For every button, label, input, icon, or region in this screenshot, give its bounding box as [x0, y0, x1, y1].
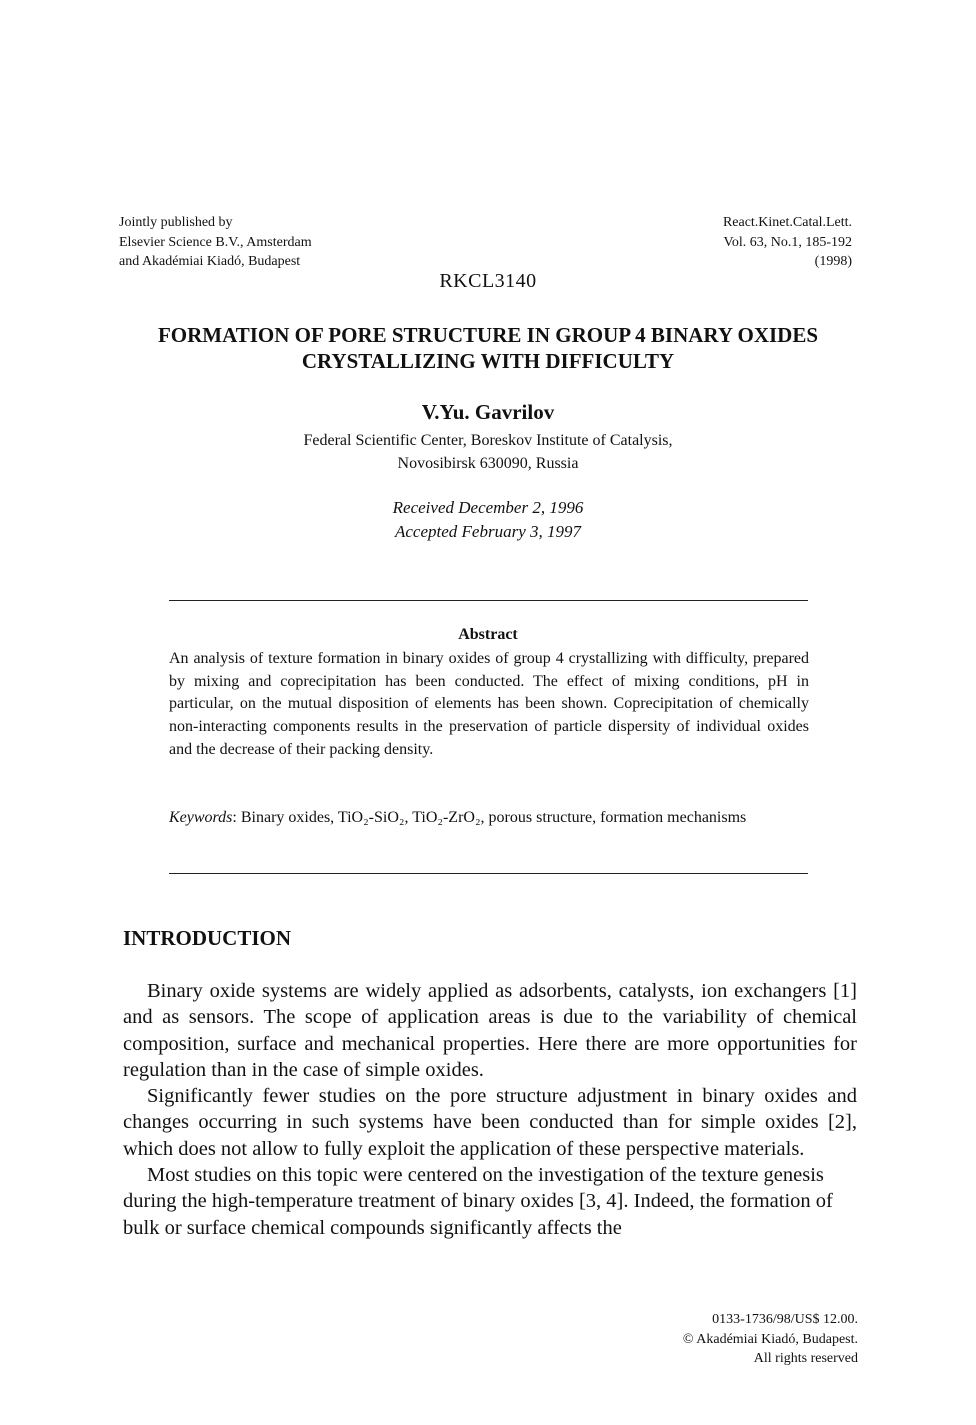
- dates: [0, 496, 976, 543]
- abstract-top-rule: [169, 600, 808, 601]
- copyright-footer: [683, 1310, 858, 1369]
- journal-volume: Vol. 63, No.1, 185-192: [723, 234, 852, 250]
- affiliation: [0, 429, 976, 475]
- publisher-line: and Akadémiai Kiadó, Budapest: [119, 254, 301, 269]
- journal-citation: [723, 213, 852, 272]
- journal-year: (1998): [814, 254, 852, 269]
- affiliation-line: Federal Scientific Center, Boreskov Institute of Catalysis,: [303, 432, 673, 449]
- paper-title: [0, 322, 976, 374]
- abstract-text: An analysis of texture formation in binary oxides of group 4 crystallizing with difficulty, prepared by mixing and coprecipitation has been conducted. The effect of mixing conditions, pH in particular, on the mutual disposition of elements has been shown. Coprecipitation of chemically non-interacting components results in the preservation of particle dispersity of individual oxides and the decrease of their packing density.: [169, 650, 809, 758]
- received-date: Received December 2, 1996: [392, 498, 584, 517]
- accepted-date: Accepted February 3, 1997: [395, 521, 581, 541]
- keywords-label: Keywords: [169, 809, 233, 826]
- issn-price: 0133-1736/98/US$ 12.00.: [712, 1312, 858, 1327]
- abstract-bottom-rule: [169, 873, 808, 874]
- author-name: V.Yu. Gavrilov: [421, 400, 555, 424]
- copyright-line: © Akadémiai Kiadó, Budapest.: [682, 1331, 858, 1347]
- affiliation-line: Novosibirsk 630090, Russia: [397, 455, 579, 472]
- intro-paragraph: Most studies on this topic were centered on the investigation of the texture genesis during the high-temperature treatment of binary oxides [3, 4]. Indeed, the formation of bulk or surface chemical compounds significantly affects the: [123, 1164, 833, 1239]
- keywords-text: : Binary oxides, TiO₂-SiO₂, TiO₂-ZrO₂, porous structure, formation mechanisms: [232, 809, 747, 826]
- intro-paragraph: Binary oxide systems are widely applied as adsorbents, catalysts, ion exchangers [1] and as sensors. The scope of application areas is due to the variability of chemical composition, surface and mechanical properties. Here there are more opportunities for regulation than in the case of simple oxides.: [123, 980, 857, 1081]
- journal-name: React.Kinet.Catal.Lett.: [722, 215, 852, 230]
- publisher-line: Jointly published by: [119, 215, 233, 230]
- abstract-heading: Abstract: [458, 626, 518, 643]
- article-code: RKCL3140: [439, 270, 537, 292]
- intro-paragraph: Significantly fewer studies on the pore structure adjustment in binary oxides and changes occurring in such systems have been conducted than for simple oxides [2], which does not allow to fully exploit the application of these perspective materials.: [123, 1085, 857, 1160]
- title-line: FORMATION OF PORE STRUCTURE IN GROUP 4 BINARY OXIDES: [157, 323, 819, 347]
- publisher-info: [119, 213, 312, 272]
- title-line: CRYSTALLIZING WITH DIFFICULTY: [301, 349, 675, 373]
- introduction-body: [123, 978, 857, 1241]
- introduction-heading: INTRODUCTION: [123, 926, 292, 950]
- publisher-line: Elsevier Science B.V., Amsterdam: [119, 234, 312, 250]
- keywords: [169, 807, 809, 830]
- rights-line: All rights reserved: [753, 1351, 858, 1366]
